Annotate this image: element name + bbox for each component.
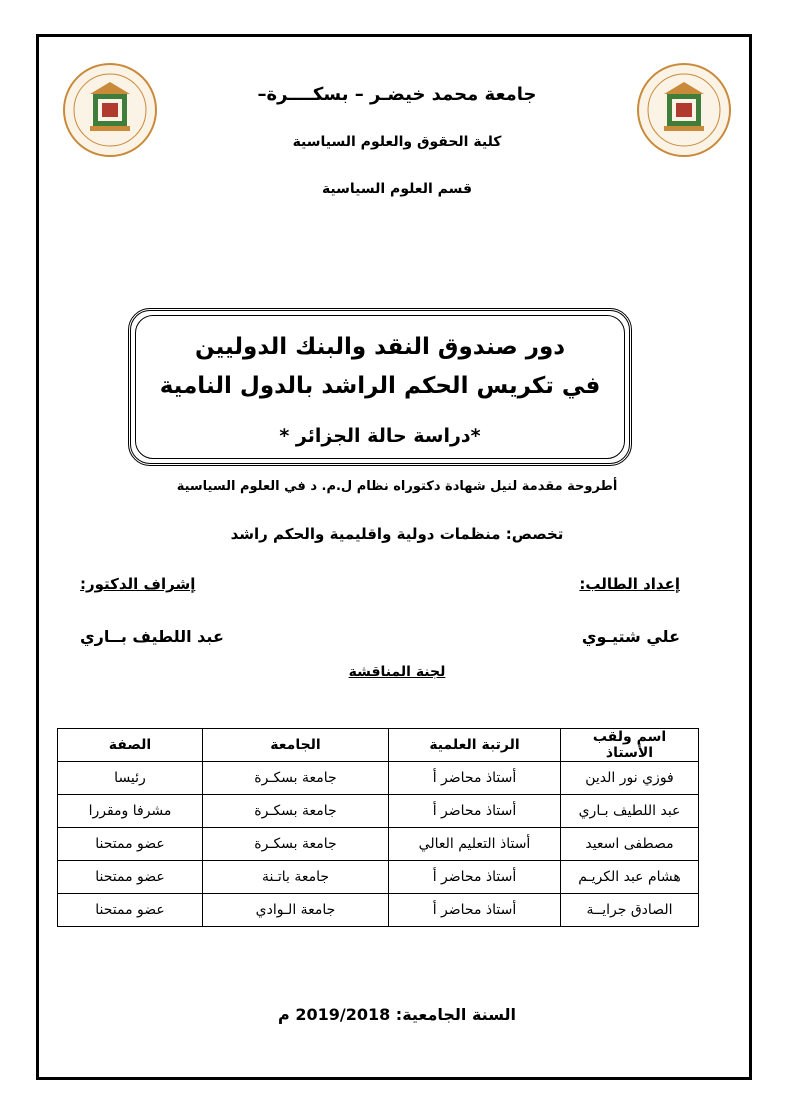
student-name: علي شتيـوي xyxy=(581,627,680,646)
cell-professor-name: عبد اللطيف بـاري xyxy=(561,795,699,828)
cell-academic-rank: أستاذ محاضر أ xyxy=(389,861,561,894)
header-university: الجامعة xyxy=(203,729,389,762)
committee-table xyxy=(57,728,699,927)
cell-university: جامعة بسكـرة xyxy=(203,795,389,828)
department-name: قسم العلوم السياسية xyxy=(321,181,473,197)
thesis-title-line-3: *دراسة حالة الجزائر * xyxy=(279,425,481,447)
table-row xyxy=(58,762,699,795)
academic-year: السنة الجامعية: 2019/2018 م xyxy=(278,1005,516,1024)
university-name: جامعة محمد خيضـر – بسكــــرة– xyxy=(257,84,537,105)
header-academic-rank: الرتبة العلمية xyxy=(389,729,561,762)
cell-academic-rank: أستاذ التعليم العالي xyxy=(389,828,561,861)
cell-professor-name: فوزي نور الدين xyxy=(561,762,699,795)
cell-university: جامعة بسكـرة xyxy=(203,828,389,861)
table-row xyxy=(58,795,699,828)
table-row xyxy=(58,894,699,927)
header-role: الصفة xyxy=(58,729,203,762)
thesis-title-line-2: في تكريس الحكم الراشد بالدول النامية xyxy=(159,373,601,399)
thesis-title-line-1: دور صندوق النقد والبنك الدوليين xyxy=(194,334,566,360)
cell-academic-rank: أستاذ محاضر أ xyxy=(389,894,561,927)
cell-university: جامعة باتـنة xyxy=(203,861,389,894)
specialization: تخصص: منظمات دولية واقليمية والحكم راشد xyxy=(230,525,564,543)
cell-university: جامعة الـوادي xyxy=(203,894,389,927)
cell-professor-name: الصادق جرايــة xyxy=(561,894,699,927)
supervisor-label: إشراف الدكتور: xyxy=(80,575,196,593)
committee-title: لجنة المناقشة xyxy=(348,664,446,680)
cell-academic-rank: أستاذ محاضر أ xyxy=(389,762,561,795)
thesis-note: أطروحة مقدمة لنيل شهادة دكتوراه نظام ل.م. د في العلوم السياسية xyxy=(176,479,618,494)
cell-academic-rank: أستاذ محاضر أ xyxy=(389,795,561,828)
cell-professor-name: مصطفى اسعيد xyxy=(561,828,699,861)
cell-role: مشرفا ومقررا xyxy=(58,795,203,828)
cell-role: عضو ممتحنا xyxy=(58,894,203,927)
cell-university: جامعة بسكـرة xyxy=(203,762,389,795)
supervisor-name: عبد اللطيف بــاري xyxy=(80,627,224,646)
header-professor-name: اسم ولقب الأستاذ xyxy=(561,729,699,762)
cell-professor-name: هشام عبد الكريـم xyxy=(561,861,699,894)
student-label: إعداد الطالب: xyxy=(579,575,680,593)
cell-role: رئيسا xyxy=(58,762,203,795)
table-row xyxy=(58,828,699,861)
cell-role: عضو ممتحنا xyxy=(58,828,203,861)
table-row xyxy=(58,861,699,894)
faculty-name: كلية الحقوق والعلوم السياسية xyxy=(292,134,502,150)
cell-role: عضو ممتحنا xyxy=(58,861,203,894)
table-header-row xyxy=(58,729,699,762)
